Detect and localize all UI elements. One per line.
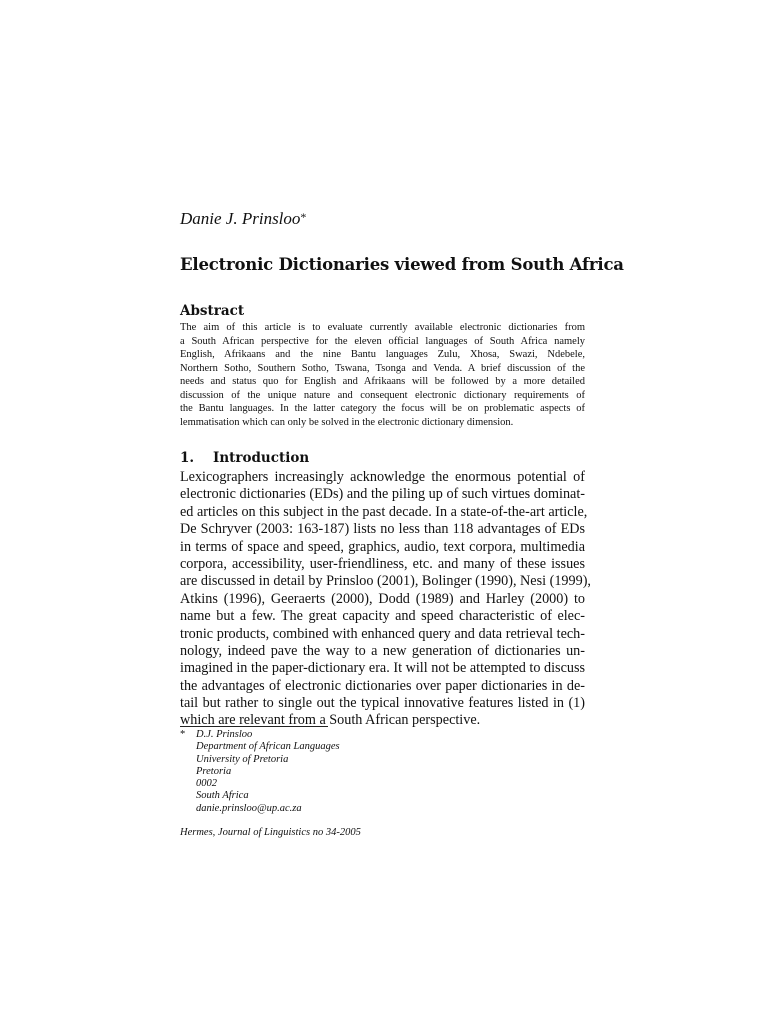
- body-line: tronic products, combined with enhanced query and data retrieval tech-: [180, 625, 585, 642]
- abstract-line: discussion of the unique nature and consequent electronic dictionary requirements of: [180, 389, 585, 401]
- body-line: imagined in the paper-dictionary era. It will not be attempted to discuss: [180, 660, 585, 677]
- footnote-line: 0002: [196, 778, 217, 790]
- body-line: Atkins (1996), Geeraerts (2000), Dodd (1989) and Harley (2000) to: [180, 590, 585, 607]
- section-heading: [180, 450, 309, 466]
- footnote-mark: *: [180, 729, 186, 740]
- footnote-line: D.J. Prinsloo: [196, 729, 253, 740]
- footnote-line: South Africa: [196, 790, 249, 802]
- author-footnote-mark: *: [300, 210, 307, 224]
- abstract-text: [180, 321, 585, 429]
- section-number: 1.: [180, 450, 195, 466]
- body-line: ed articles on this subject in the past decade. In a state-of-the-art article,: [180, 503, 588, 520]
- body-line: tail but rather to single out the typical innovative features listed in (1): [180, 695, 585, 712]
- footnote-line: University of Pretoria: [196, 753, 289, 765]
- abstract-line: needs and status quo for English and Afrikaans will be followed by a more detailed: [180, 376, 585, 387]
- body-line: nology, indeed pave the way to a new generation of dictionaries un-: [180, 642, 585, 659]
- abstract-line: Northern Sotho, Southern Sotho, Tswana, Tsonga and Venda. A brief discussion of the: [180, 362, 585, 374]
- abstract-line: The aim of this article is to evaluate currently available electronic dictionaries from: [180, 322, 585, 333]
- footnote-line: Department of African Languages: [196, 741, 340, 753]
- body-line: electronic dictionaries (EDs) and the piling up of such virtues dominat-: [180, 486, 585, 503]
- body-line: Lexicographers increasingly acknowledge the enormous potential of: [180, 469, 585, 485]
- author-name: [180, 209, 306, 229]
- body-line: corpora, accessibility, user-friendliness, etc. and many of these issues: [180, 555, 585, 572]
- author-name-text: Danie J. Prinsloo: [180, 209, 301, 228]
- journal-citation: Hermes, Journal of Linguistics no 34-2005: [180, 827, 361, 838]
- introduction-body: [180, 469, 591, 730]
- body-line: name but a few. The great capacity and speed characteristic of elec-: [180, 608, 585, 625]
- footnote-email: danie.prinsloo@up.ac.za: [196, 802, 302, 814]
- paper-title: Electronic Dictionaries viewed from South Africa: [180, 255, 624, 274]
- abstract-line: lemmatisation which can only be solved in the electronic dictionary dimension.: [180, 416, 514, 428]
- section-title: Introduction: [213, 450, 310, 466]
- abstract-line: a South African perspective for the eleven official languages of South Africa namely: [180, 335, 585, 347]
- body-line: the advantages of electronic dictionaries over paper dictionaries in de-: [180, 677, 585, 694]
- abstract-line: English, Afrikaans and the nine Bantu languages Zulu, Xhosa, Swazi, Ndebele,: [180, 349, 585, 360]
- footnote-divider: [180, 726, 328, 727]
- body-line: in terms of space and speed, graphics, audio, text corpora, multimedia: [180, 538, 585, 555]
- body-line: De Schryver (2003: 163-187) lists no less than 118 advantages of EDs: [180, 521, 585, 538]
- body-line: which are relevant from a South African perspective.: [180, 712, 481, 729]
- abstract-line: the Bantu languages. In the latter category the focus will be on problematic aspects of: [180, 403, 585, 414]
- footnote-line: Pretoria: [196, 765, 232, 777]
- footnote-address: [196, 729, 340, 815]
- body-line: are discussed in detail by Prinsloo (2001), Bolinger (1990), Nesi (1999),: [180, 573, 591, 590]
- abstract-heading: Abstract: [180, 303, 245, 319]
